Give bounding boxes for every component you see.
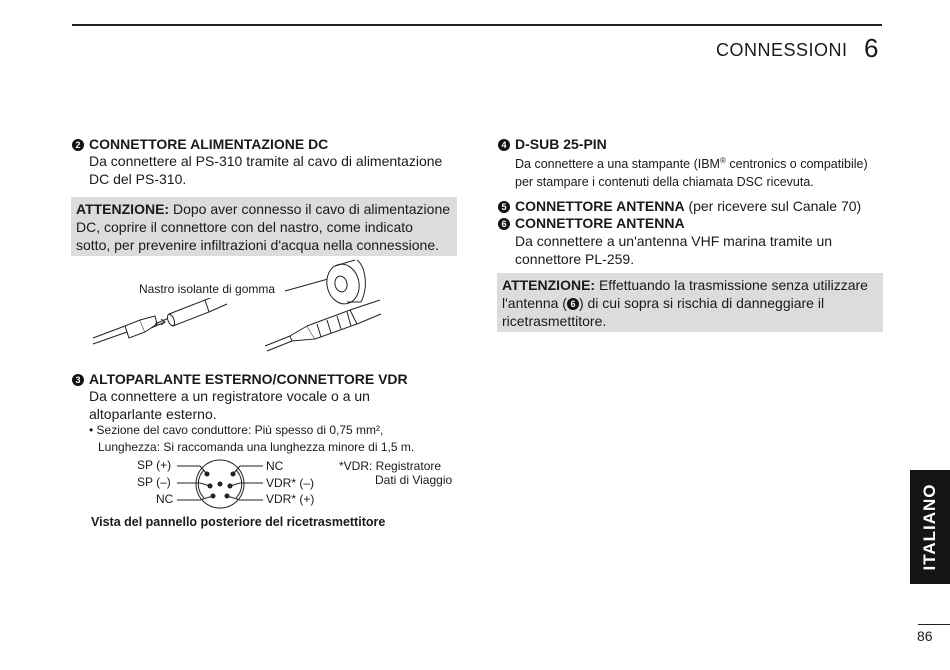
text-line: Da connettere al PS-310 tramite al cavo di alimentazione — [89, 153, 443, 169]
cable-wire — [93, 326, 125, 338]
item-marker: 6 — [498, 218, 510, 230]
speaker-connector-heading — [72, 371, 408, 387]
dc-connector-title: CONNETTORE ALIMENTAZIONE DC — [89, 136, 329, 152]
language-tab — [910, 470, 950, 584]
header-rule — [72, 24, 882, 26]
footer-rule — [918, 624, 950, 625]
cable-wire — [93, 332, 127, 344]
pin-label-sp-minus: SP (–) — [137, 475, 171, 489]
pin-leader — [230, 483, 263, 486]
caution-label: ATTENZIONE: — [76, 201, 170, 217]
text-line: ricetrasmettitore. — [502, 313, 607, 329]
vdr-footnote-line1: *VDR: Registratore — [339, 459, 442, 473]
text-line: ) di cui sopra si rischia di danneggiare il — [578, 295, 825, 311]
item-marker: 2 — [72, 139, 84, 151]
text-line: DC, coprire il connettore con del nastro, come indicato — [76, 219, 413, 235]
tape-label: Nastro isolante di gomma — [139, 282, 276, 296]
dc-connector-text — [89, 152, 442, 188]
item-marker: 3 — [72, 374, 84, 386]
antenna-ch70-heading — [498, 198, 861, 214]
dsub-text — [515, 152, 868, 191]
text-line: Da connettere a una stampante (IBM — [515, 157, 720, 172]
cable-spec — [89, 422, 414, 456]
text-line: DC del PS-310. — [89, 171, 187, 187]
taped-connector — [307, 310, 357, 339]
chapter-title: CONNESSIONI — [716, 40, 848, 60]
pin-label-nc-left: NC — [156, 492, 174, 506]
antenna-title: CONNETTORE ANTENNA — [515, 215, 685, 231]
pin — [218, 482, 222, 486]
antenna-text — [515, 232, 832, 268]
caution-box — [71, 197, 457, 256]
vdr-footnote-line2: Dati di Viaggio — [375, 473, 453, 487]
item-marker: 5 — [498, 201, 510, 213]
antenna-heading — [498, 215, 685, 231]
text-line: Lunghezza: Si raccomanda una lunghezza minore di 1,5 m. — [98, 440, 415, 454]
registered-mark: ® — [719, 156, 726, 165]
label-leader — [285, 279, 328, 291]
speaker-connector-text — [89, 387, 370, 423]
dsub-heading — [498, 136, 607, 152]
text-line: connettore PL-259. — [515, 251, 635, 267]
connector-pin-diagram — [170, 456, 270, 512]
text-line: sotto, per prevenire infiltrazioni d'acqua nella connessione. — [76, 237, 440, 253]
pin-label-nc-right: NC — [266, 459, 284, 473]
dc-connector-heading — [72, 136, 328, 152]
antenna-ch70-note: (per ricevere sul Canale 70) — [684, 198, 862, 214]
antenna-caution-box — [497, 273, 883, 332]
text-line: per stampare i contenuti della chiamata DSC ricevuta. — [515, 175, 814, 190]
text-line: l'antenna ( — [502, 295, 567, 311]
pin-leader — [227, 496, 263, 500]
pin-leader — [177, 496, 213, 500]
text-line: centronics o compatibile) — [725, 157, 868, 172]
diagram-caption: Vista del pannello posteriore del ricetrasmettitore — [91, 515, 386, 529]
caution-label: ATTENZIONE: — [502, 277, 596, 293]
antenna-ch70-title: CONNETTORE ANTENNA — [515, 198, 685, 214]
text-line: Da connettere a un registratore vocale o a un — [89, 388, 370, 404]
page-number: 86 — [917, 628, 933, 644]
speaker-connector-title: ALTOPARLANTE ESTERNO/CONNETTORE VDR — [89, 371, 408, 387]
text-line: Effettuando la trasmissione senza utilizzare — [595, 277, 868, 293]
pin-leader — [177, 483, 210, 486]
item-marker: 4 — [498, 139, 510, 151]
text-line: altoparlante esterno. — [89, 406, 217, 422]
text-line: • Sezione del cavo conduttore: Più spesso di 0,75 mm², — [89, 423, 384, 437]
dsub-title: D-SUB 25-PIN — [515, 136, 607, 152]
chapter-number: 6 — [864, 33, 879, 63]
pin-label-vdr-minus: VDR* (–) — [266, 476, 315, 490]
language-tab-label: ITALIANO — [920, 483, 939, 571]
tape-illustration — [85, 256, 385, 360]
item-marker: 6 — [567, 298, 579, 310]
text-line: Dopo aver connesso il cavo di alimentazione — [169, 201, 451, 217]
text-line: Da connettere a un'antenna VHF marina tramite un — [515, 233, 833, 249]
pin-label-vdr-plus: VDR* (+) — [266, 492, 315, 506]
pin-label-sp-plus: SP (+) — [137, 458, 172, 472]
